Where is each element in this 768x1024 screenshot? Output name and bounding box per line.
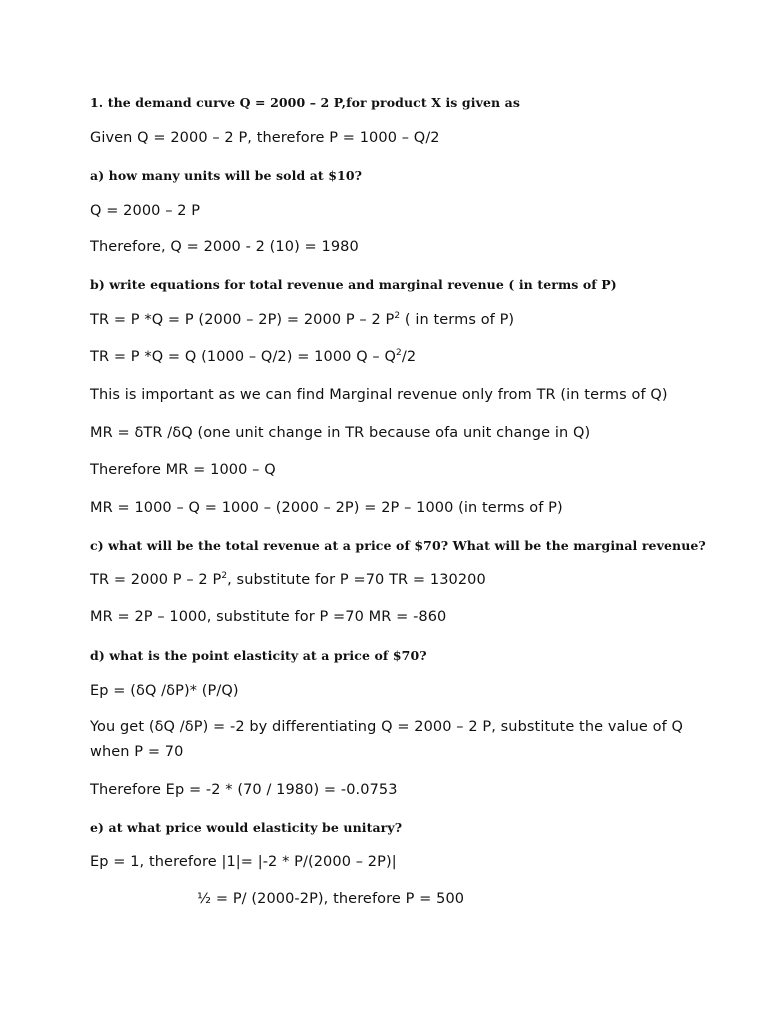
- tr-q-text: TR = P *Q = Q (1000 – Q/2) = 1000 Q – Q: [90, 349, 396, 365]
- elasticity-result: Therefore Ep = -2 * (70 / 1980) = -0.0753: [90, 782, 398, 798]
- elasticity-formula: Ep = (δQ /δP)* (P/Q): [90, 683, 239, 699]
- question-1-heading: 1. the demand curve Q = 2000 – 2 P,for product X is given as: [90, 95, 520, 110]
- tr-q-suffix: /2: [401, 349, 417, 365]
- mr-at-70: MR = 2P – 1000, substitute for P =70 MR = -860: [90, 609, 447, 625]
- tr70-text: TR = 2000 P – 2 P: [90, 572, 222, 588]
- question-b-heading: b) write equations for total revenue and marginal revenue ( in terms of P): [90, 277, 617, 292]
- tr-p-exponent: 2: [394, 311, 401, 322]
- tr-in-terms-of-p: [90, 310, 514, 330]
- mr-in-terms-of-p: MR = 1000 – Q = 1000 – (2000 – 2P) = 2P – 1000 (in terms of P): [90, 500, 563, 516]
- derivative-explanation-line-1: You get (δQ /δP) = -2 by differentiating Q = 2000 – 2 P, substitute the value of Q: [90, 719, 684, 735]
- tr-in-terms-of-q: [90, 347, 416, 367]
- question-c-heading: c) what will be the total revenue at a price of $70? What will be the marginal revenue?: [90, 538, 706, 553]
- units-sold-result: Therefore, Q = 2000 - 2 (10) = 1980: [90, 239, 359, 255]
- tr70-exponent: 2: [221, 571, 228, 582]
- tr-p-text: TR = P *Q = P (2000 – 2P) = 2000 P – 2 P: [90, 312, 395, 328]
- importance-note: This is important as we can find Marginal revenue only from TR (in terms of Q): [90, 387, 668, 403]
- tr-p-suffix: ( in terms of P): [400, 312, 515, 328]
- question-a-heading: a) how many units will be sold at $10?: [90, 168, 363, 183]
- tr-q-exponent: 2: [396, 348, 402, 359]
- unitary-elasticity-equation: Ep = 1, therefore |1|= |-2 * P/(2000 – 2P)|: [90, 854, 397, 870]
- tr70-suffix: , substitute for P =70 TR = 130200: [227, 572, 486, 588]
- question-d-heading: d) what is the point elasticity at a price of $70?: [90, 648, 427, 663]
- derivative-explanation-line-2: when P = 70: [90, 744, 184, 760]
- mr-in-terms-of-q: Therefore MR = 1000 – Q: [90, 462, 276, 478]
- given-equation: Given Q = 2000 – 2 P, therefore P = 1000 – Q/2: [90, 130, 440, 146]
- question-e-heading: e) at what price would elasticity be unitary?: [90, 820, 403, 835]
- tr-at-70: [90, 570, 486, 590]
- unitary-price-result: ½ = P/ (2000-2P), therefore P = 500: [197, 891, 465, 907]
- mr-definition: MR = δTR /δQ (one unit change in TR because ofa unit change in Q): [90, 425, 591, 441]
- demand-equation: Q = 2000 – 2 P: [90, 203, 201, 219]
